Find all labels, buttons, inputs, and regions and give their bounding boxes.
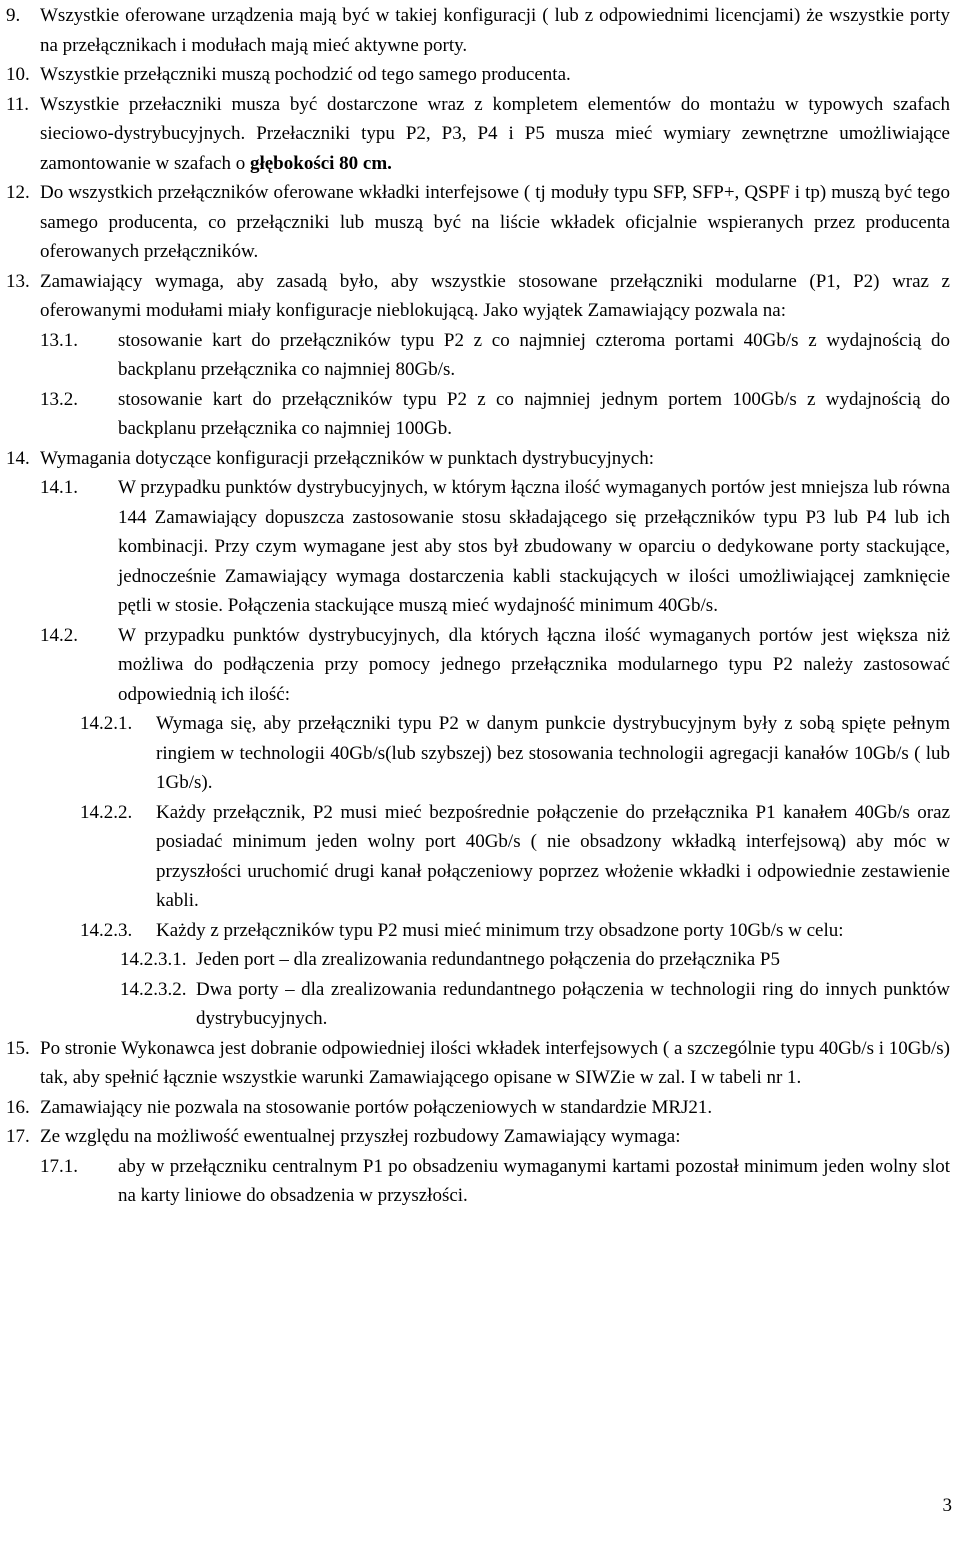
item-text-wrapper [40, 90, 950, 179]
list-item-11 [6, 90, 950, 179]
list-item-14-2-3 [80, 916, 950, 946]
item-text: stosowanie kart do przełączników typu P2 z co najmniej jednym portem 100Gb/s z wydajnością do backplanu przełącznika co najmniej 100Gb. [118, 388, 950, 439]
item-text: Jeden port – dla zrealizowania redundantnego połączenia do przełącznika P5 [196, 949, 780, 970]
item-text: Dwa porty – dla zrealizowania redundantnego połączenia w technologii ring do innych punktów dystrybucyjnych. [196, 978, 950, 1029]
list-item-13-2 [40, 385, 950, 444]
item-text: Zamawiający nie pozwala na stosowanie portów połączeniowych w standardzie MRJ21. [40, 1096, 713, 1118]
list-item-9 [6, 1, 950, 60]
item-number: 13.1. [40, 329, 78, 351]
list-item-13 [6, 267, 950, 326]
item-text: Wszystkie przełączniki muszą pochodzić od tego samego producenta. [40, 64, 571, 85]
item-number: 16. [6, 1096, 30, 1118]
item-number: 10. [6, 64, 30, 85]
item-number: 14.1. [40, 477, 78, 498]
list-item-14-2-1 [80, 709, 950, 798]
item-number: 14.2.2. [80, 801, 133, 823]
item-number: 9. [6, 5, 21, 26]
list-item-15 [6, 1034, 950, 1093]
list-item-14-1 [40, 473, 950, 621]
list-item-16 [6, 1093, 950, 1123]
item-number: 13. [6, 270, 30, 292]
bold-depth-text: głębokości 80 cm. [249, 152, 392, 174]
list-item-17 [6, 1122, 950, 1152]
item-text: Wszystkie przełaczniki musza być dostarczone wraz z kompletem elementów do montażu w typowych szafach sieciowo-dystrybucyjnych. Przełaczniki typu P2, P3, P4 i P5 musza mieć wymiary zewnętrzne umożliwiające zamontowanie w szafach o [40, 93, 950, 174]
item-number: 15. [6, 1037, 30, 1059]
document-body [0, 1, 960, 1211]
item-number: 11. [6, 93, 30, 115]
item-text: stosowanie kart do przełączników typu P2 z co najmniej czteroma portami 40Gb/s z wydajnością do backplanu przełącznika co najmniej 80Gb/s. [118, 329, 950, 380]
item-text: Ze względu na możliwość ewentualnej przyszłej rozbudowy Zamawiający wymaga: [40, 1126, 681, 1147]
item-number: 12. [6, 182, 30, 203]
item-text: Do wszystkich przełączników oferowane wkładki interfejsowe ( tj moduły typu SFP, SFP+, QSPF i tp) muszą być tego samego producenta, co przełączniki lub muszą być na liście wkładek oficjalnie wspieranych przez producenta oferowanych przełączników. [40, 182, 950, 262]
item-number: 14.2.3. [80, 919, 133, 941]
list-item-14 [6, 444, 950, 474]
item-number: 14.2.3.2. [120, 978, 187, 1000]
list-item-14-2-2 [80, 798, 950, 916]
item-text: Zamawiający wymaga, aby zasadą było, aby wszystkie stosowane przełączniki modularne (P1, P2) wraz z oferowanymi modułami miały konfiguracje nieblokującą. Jako wyjątek Zamawiający pozwala na: [40, 270, 950, 321]
item-number: 14.2.1. [80, 713, 133, 734]
list-item-10 [6, 60, 950, 90]
list-item-14-2-3-2 [120, 975, 950, 1034]
item-text: Każdy z przełączników typu P2 musi mieć minimum trzy obsadzone porty 10Gb/s w celu: [156, 919, 844, 941]
list-item-12 [6, 178, 950, 267]
item-text: W przypadku punktów dystrybucyjnych, dla których łączna ilość wymaganych portów jest większa niż możliwa do podłączenia przy pomocy jednego przełącznika modularnego typu P2 należy zastosować odpowiednią ich ilość: [118, 624, 950, 705]
page-number: 3 [942, 1495, 952, 1516]
item-text: W przypadku punktów dystrybucyjnych, w którym łączna ilość wymaganych portów jest mniejsza lub równa 144 Zamawiający dopuszcza zastosowanie stosu składającego się przełączników typu P3 lub P4 lub ich kombinacji. Przy czym wymagane jest aby stos był zbudowany w oparciu o dedykowane porty stackujące, jednocześnie Zamawiający wymaga dostarczenia kabli stackujących w ilości umożliwiającej zamknięcie pętli w stosie. Połączenia stackujące muszą mieć wydajność minimum 40Gb/s. [118, 477, 950, 616]
item-text: Wymagania dotyczące konfiguracji przełączników w punktach dystrybucyjnych: [40, 447, 655, 469]
item-number: 14.2. [40, 624, 78, 646]
item-number: 17.1. [40, 1155, 78, 1177]
item-text: Wszystkie oferowane urządzenia mają być w takiej konfiguracji ( lub z odpowiednimi licencjami) że wszystkie porty na przełącznikach i modułach mają mieć aktywne porty. [40, 5, 950, 56]
item-number: 14.2.3.1. [120, 949, 187, 970]
list-item-14-2 [40, 621, 950, 710]
item-number: 13.2. [40, 388, 78, 410]
item-number: 14. [6, 447, 30, 469]
item-number: 17. [6, 1126, 30, 1147]
list-item-17-1 [40, 1152, 950, 1211]
list-item-14-2-3-1 [120, 945, 950, 975]
item-text: aby w przełączniku centralnym P1 po obsadzeniu wymaganymi kartami pozostał minimum jeden wolny slot na karty liniowe do obsadzenia w przyszłości. [118, 1155, 950, 1206]
item-text: Po stronie Wykonawca jest dobranie odpowiedniej ilości wkładek interfejsowych ( a szczególnie typu 40Gb/s i 10Gb/s) tak, aby spełnić łącznie wszystkie warunki Zamawiającego opisane w SIWZie w zal. I w tabeli nr 1. [40, 1037, 950, 1088]
item-text: Wymaga się, aby przełączniki typu P2 w danym punkcie dystrybucyjnym były z sobą spięte pełnym ringiem w technologii 40Gb/s(lub szybszej) bez stosowania technologii agregacji kanałów 10Gb/s ( lub 1Gb/s). [156, 713, 950, 793]
item-text: Każdy przełącznik, P2 musi mieć bezpośrednie połączenie do przełącznika P1 kanałem 40Gb/s oraz posiadać minimum jeden wolny port 40Gb/s ( nie obsadzony wkładką interfejsową) aby móc w przyszłości uruchomić drugi kanał połączeniowy poprzez włożenie wkładki i odpowiednie zestawienie kabli. [156, 801, 950, 911]
list-item-13-1 [40, 326, 950, 385]
